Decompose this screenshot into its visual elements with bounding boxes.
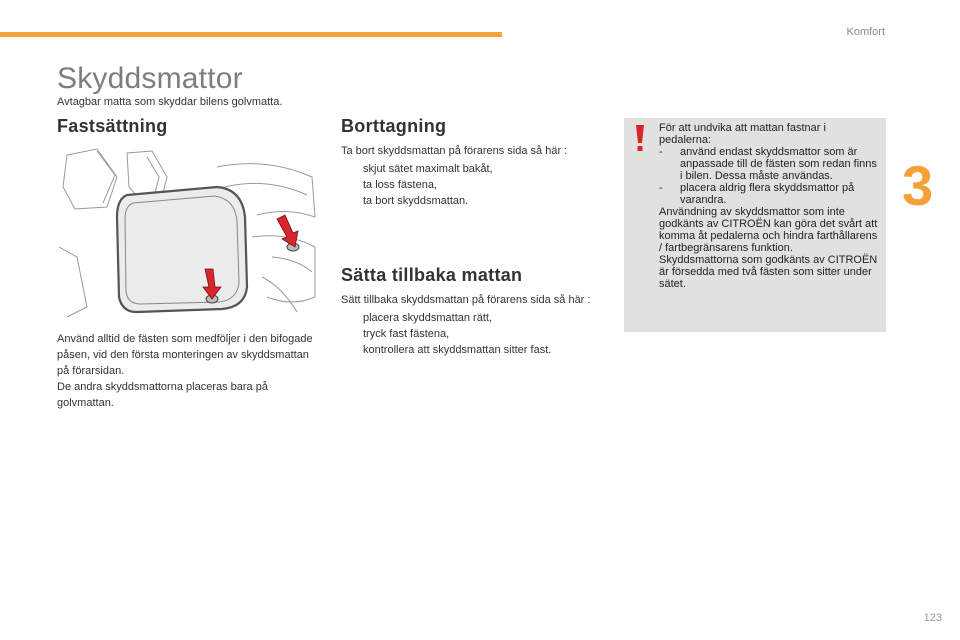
fastsattning-paragraph: Använd alltid de fästen som medföljer i den bifogade påsen, vid den första monteringen av skyddsmattan på förarsidan. — [57, 333, 313, 377]
list-item — [341, 177, 611, 193]
warning-item-text: använd endast skyddsmattor som är anpassade till de fästen som redan finns i bilen. Dessa måste användas. — [680, 146, 877, 182]
list-item — [341, 310, 611, 326]
chapter-number: 3 — [902, 154, 934, 217]
warning-item-text: placera aldrig flera skyddsmattor på varandra. — [680, 182, 855, 206]
step-text: kontrollera att skyddsmattan sitter fast. — [363, 344, 552, 356]
section-name: Komfort — [846, 26, 885, 38]
satta-steps — [341, 310, 611, 358]
fastsattning-text — [57, 331, 319, 411]
page-subtitle: Avtagbar matta som skyddar bilens golvmatta. — [57, 96, 283, 108]
satta-section — [341, 292, 611, 358]
borttagning-steps — [341, 161, 611, 209]
step-text: tryck fast fästena, — [363, 328, 450, 340]
page-title: Skyddsmattor — [57, 62, 243, 95]
borttagning-intro: Ta bort skyddsmattan på förarens sida så här : — [341, 145, 568, 157]
list-item — [659, 182, 880, 206]
top-accent-bar — [0, 32, 502, 37]
page-number: 123 — [923, 612, 942, 624]
warning-intro: För att undvika att mattan fastnar i pedalerna: — [659, 122, 826, 146]
warning-box — [624, 118, 886, 332]
list-item — [341, 326, 611, 342]
heading-fastsattning: Fastsättning — [57, 116, 168, 136]
list-item — [341, 193, 611, 209]
list-item — [341, 342, 611, 358]
satta-intro: Sätt tillbaka skyddsmattan på förarens sida så här : — [341, 294, 591, 306]
dash-mark: - — [659, 146, 663, 158]
exclamation-icon — [633, 124, 647, 152]
heading-borttagning: Borttagning — [341, 116, 447, 136]
dash-mark: - — [659, 182, 663, 194]
step-text: placera skyddsmattan rätt, — [363, 312, 493, 324]
list-item — [659, 146, 880, 182]
arrow-icon — [277, 215, 298, 247]
step-text: ta loss fästena, — [363, 179, 437, 191]
warning-paragraph: Skyddsmattorna som godkänts av CITROËN är försedda med två fästen som sitter under sätet. — [659, 254, 878, 290]
heading-satta-tillbaka: Sätta tillbaka mattan — [341, 265, 523, 285]
borttagning-section — [341, 143, 611, 209]
floor-mat-illustration — [57, 147, 317, 319]
list-item — [341, 161, 611, 177]
step-text: ta bort skyddsmattan. — [363, 195, 469, 207]
warning-paragraph: Användning av skyddsmattor som inte godkänts av CITROËN kan göra det svårt att komma åt pedalerna och hindra farthållarens / fartbegränsarens funktion. — [659, 206, 878, 254]
fastsattning-paragraph: De andra skyddsmattorna placeras bara på golvmattan. — [57, 381, 268, 409]
step-text: skjut sätet maximalt bakåt, — [363, 163, 493, 175]
